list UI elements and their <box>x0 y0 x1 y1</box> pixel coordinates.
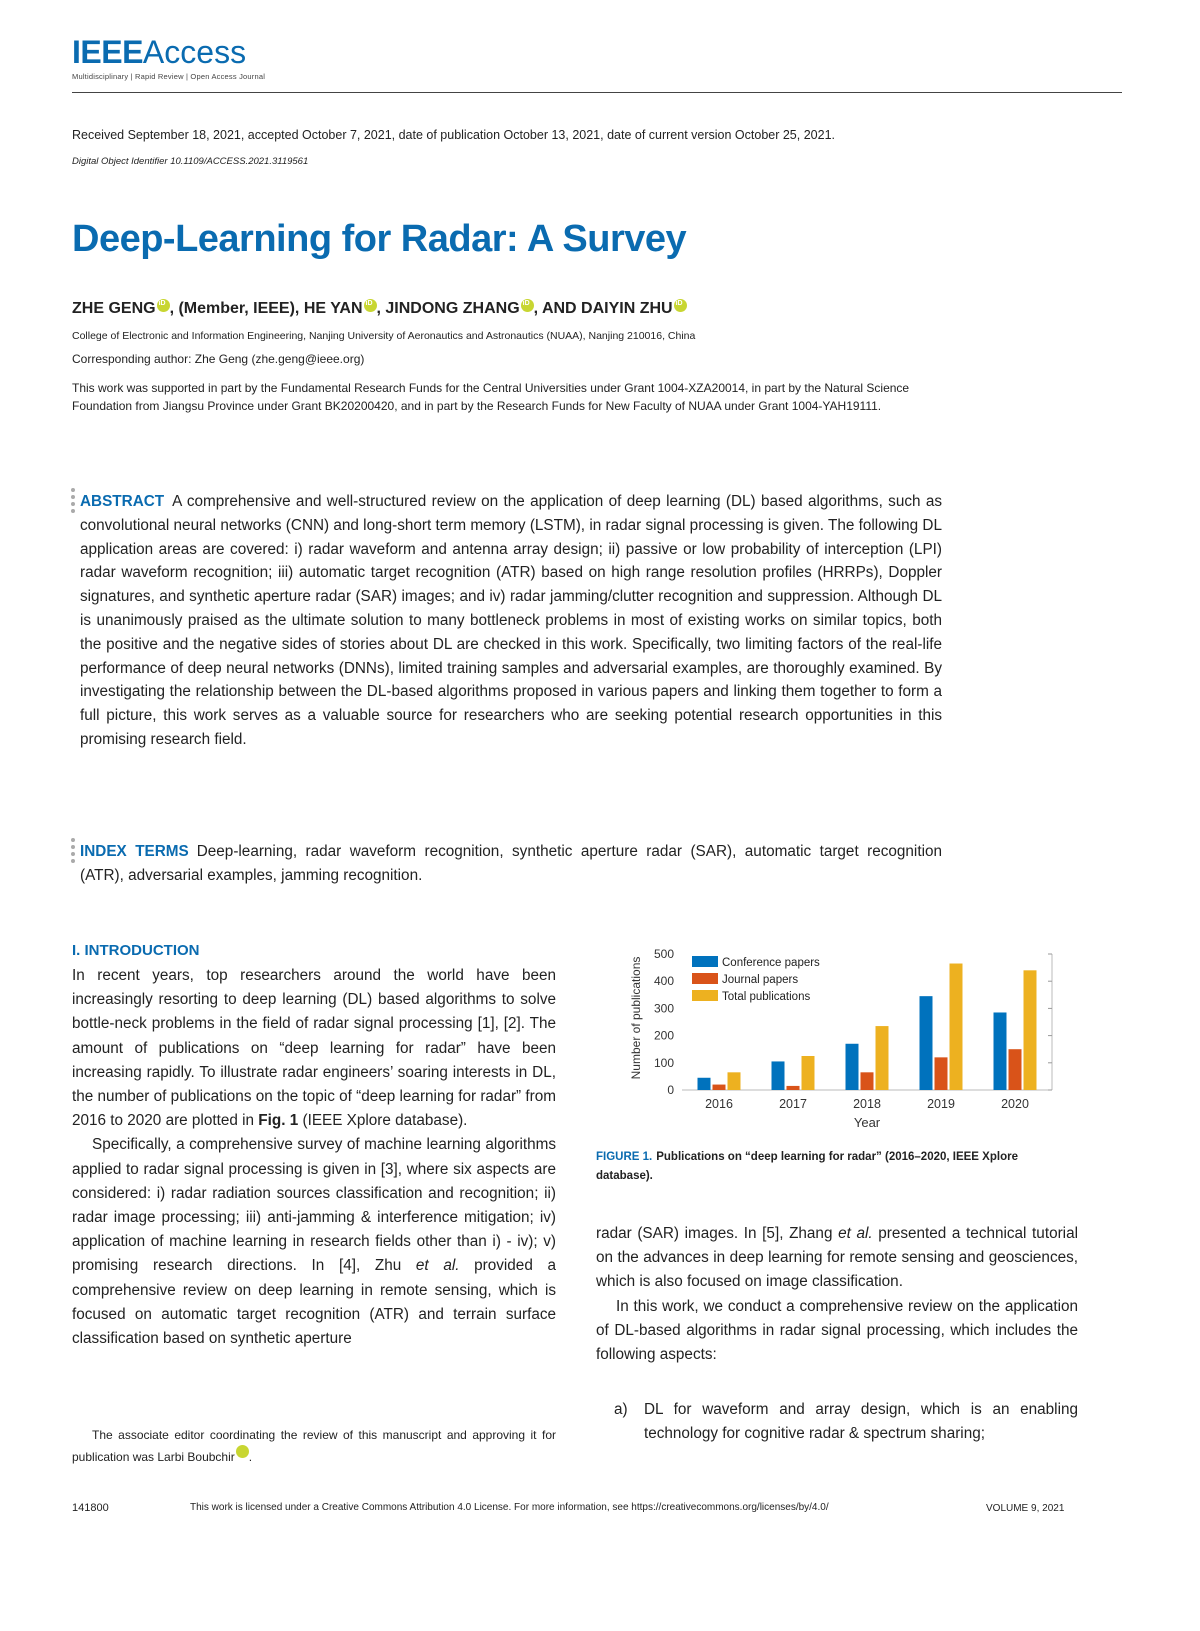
publications-bar-chart <box>620 940 1070 1135</box>
author-name: , AND DAIYIN ZHU <box>533 300 673 317</box>
author-name: ZHE GENG <box>72 300 156 317</box>
paragraph-text: et al. <box>838 1225 873 1242</box>
figure-label: FIGURE 1. <box>596 1151 653 1163</box>
orcid-icon[interactable] <box>521 299 534 312</box>
received-dates: Received September 18, 2021, accepted October 7, 2021, date of publication October 13, 2021, date of current version October 25, 2021. <box>72 128 835 142</box>
bar-journal-papers <box>713 1085 726 1090</box>
journal-logo <box>72 34 246 71</box>
abstract-text: A comprehensive and well-structured review on the application of deep learning (DL) based algorithms, such as convolutional neural networks (CNN) and long-short term memory (LSTM), in radar signal processing is given. The following DL application areas are covered: i) radar waveform and antenna array design; ii) passive or low probability of interception (LPI) radar waveform recognition; iii) automatic target recognition (ATR) based on high range resolution profiles (HRRPs), Doppler signatures, and synthetic aperture radar (SAR) images; and iv) radar jamming/clutter recognition and suppression. Although DL is unanimously praised as the ultimate solution to many bottleneck problems in most of existing works on similar topics, both the positive and the negative sides of stories about DL are checked in this work. Specifically, two limiting factors of the real-life performance of deep neural networks (DNNs), limited training samples and adversarial examples, are thoroughly examined. By investigating the relationship between the DL-based algorithms proposed in various papers and linking them together to form a full picture, this work serves as a valuable source for researchers who are seeking potential research opportunities in this promising research field. <box>80 493 942 748</box>
orcid-icon[interactable] <box>157 299 170 312</box>
x-tick-label: 2018 <box>853 1097 881 1111</box>
bar-conference-papers <box>994 1012 1007 1090</box>
footnote <box>72 1424 556 1468</box>
x-tick-label: 2019 <box>927 1097 955 1111</box>
volume-info: VOLUME 9, 2021 <box>986 1503 1065 1514</box>
bar-total-publications <box>802 1056 815 1090</box>
paper-title: Deep-Learning for Radar: A Survey <box>72 218 687 260</box>
legend-swatch <box>692 973 718 984</box>
orcid-icon[interactable] <box>364 299 377 312</box>
legend-swatch <box>692 956 718 967</box>
abstract-label: ABSTRACT <box>80 493 165 510</box>
logo-access: Access <box>142 34 247 70</box>
section-heading: I. INTRODUCTION <box>72 942 200 959</box>
bar-conference-papers <box>698 1078 711 1090</box>
paragraph-text: provided a comprehensive review on deep learning in remote sensing, which is focused on automatic target recognition (ATR) and terrain surface classification based on synthetic aperture <box>72 1257 556 1348</box>
bar-conference-papers <box>772 1061 785 1090</box>
index-terms-text: Deep-learning, radar waveform recognition, synthetic aperture radar (SAR), automatic target recognition (ATR), adversarial examples, jamming recognition. <box>80 843 942 884</box>
author-name: , JINDONG ZHANG <box>376 300 520 317</box>
paragraph <box>596 1222 1078 1295</box>
author-list <box>72 300 687 318</box>
legend-label: Total publications <box>722 991 811 1003</box>
bar-journal-papers <box>861 1072 874 1090</box>
intro-right-column <box>596 1222 1078 1367</box>
funding-note: This work was supported in part by the Fundamental Research Funds for the Central Universities under Grant 1004-XZA20014, in part by the Natural Science Foundation from Jiangsu Province under Grant BK20200420, and in part by the Research Funds for New Faculty of NUAA under Grant 1004-YAH19111. <box>72 381 910 413</box>
author-name: , (Member, IEEE), HE YAN <box>169 300 363 317</box>
paragraph-text: radar (SAR) images. In [5], Zhang <box>596 1225 839 1242</box>
x-tick-label: 2016 <box>705 1097 733 1111</box>
list-marker: a) <box>614 1401 628 1418</box>
legend-label: Journal papers <box>722 974 799 986</box>
abstract <box>80 490 942 752</box>
y-tick-label: 0 <box>667 1083 674 1097</box>
figure-caption-text: Publications on “deep learning for radar” (2016–2020, IEEE Xplore database). <box>596 1151 1018 1182</box>
index-terms-marker-icon <box>71 838 77 866</box>
y-tick-label: 300 <box>653 1001 674 1016</box>
bar-conference-papers <box>920 996 933 1090</box>
intro-left-column <box>72 964 556 1351</box>
figure-reference-link[interactable]: Fig. 1 <box>258 1112 299 1130</box>
y-tick-label: 100 <box>653 1055 674 1070</box>
paragraph-text: et al. <box>415 1257 460 1275</box>
affiliation: College of Electronic and Information Engineering, Nanjing University of Aeronautics and Astronautics (NUAA), Nanjing 210016, China <box>72 330 696 342</box>
abstract-marker-icon <box>71 488 77 516</box>
bar-total-publications <box>876 1026 889 1090</box>
paragraph-text: (IEEE Xplore database). <box>298 1112 468 1130</box>
orcid-icon[interactable] <box>674 299 687 312</box>
x-tick-label: 2020 <box>1001 1097 1029 1111</box>
bar-journal-papers <box>787 1086 800 1090</box>
orcid-icon[interactable] <box>236 1445 249 1458</box>
y-axis-label: Number of publications <box>629 956 643 1080</box>
paragraph-text: presented a technical tutorial on the advances in deep learning for remote sensing and geosciences, which is also focused on image classification. <box>596 1225 1078 1291</box>
bar-journal-papers <box>935 1057 948 1090</box>
index-terms <box>80 840 942 888</box>
header-divider <box>72 92 1122 93</box>
logo-ieee: IEEE <box>72 34 143 70</box>
bar-total-publications <box>1024 970 1037 1090</box>
footnote-text: The associate editor coordinating the review of this manuscript and approving it for publication was Larbi Boubchir <box>72 1428 556 1464</box>
page-number: 141800 <box>72 1502 109 1514</box>
list-item-text: DL for waveform and array design, which is an enabling technology for cognitive radar & spectrum sharing; <box>644 1401 1078 1443</box>
y-tick-label: 500 <box>653 947 674 961</box>
paragraph-text: Specifically, a comprehensive survey of machine learning algorithms applied to radar signal processing is given in [3], where six aspects are considered: i) radar radiation sources classification and recognition; ii) radar image processing; iii) anti-jamming & interference mitigation; iv) application of machine learning in research fields other than i) - iv); v) promising research directions. In [4], Zhu <box>72 1136 556 1275</box>
paragraph: In this work, we conduct a comprehensive review on the application of DL-based algorithms in radar signal processing, which includes the following aspects: <box>596 1297 1078 1364</box>
bar-conference-papers <box>846 1044 859 1090</box>
x-tick-label: 2017 <box>779 1097 807 1111</box>
license-note: This work is licensed under a Creative Commons Attribution 4.0 License. For more information, see https://creativecommons.org/licenses/by/4.0/ <box>190 1502 829 1513</box>
doi: Digital Object Identifier 10.1109/ACCESS.2021.3119561 <box>72 156 309 167</box>
legend-label: Conference papers <box>722 957 820 969</box>
index-terms-label: INDEX TERMS <box>80 843 189 860</box>
paragraph <box>72 1133 556 1351</box>
bar-journal-papers <box>1009 1049 1022 1090</box>
corresponding-author: Corresponding author: Zhe Geng (zhe.geng@ieee.org) <box>72 352 365 366</box>
logo-tagline: Multidisciplinary | Rapid Review | Open Access Journal <box>72 72 266 81</box>
y-tick-label: 400 <box>653 974 674 989</box>
bar-total-publications <box>950 964 963 1090</box>
bar-total-publications <box>728 1072 741 1090</box>
list-item <box>614 1398 1078 1446</box>
x-axis-label: Year <box>853 1115 881 1130</box>
figure-caption <box>596 1148 1066 1186</box>
y-tick-label: 200 <box>653 1028 674 1043</box>
legend-swatch <box>692 990 718 1001</box>
paragraph-text: In recent years, top researchers around the world have been increasingly resorting to deep learning (DL) based algorithms to solve bottle-neck problems in the field of radar signal processing [1], [2]. The amount of publications on “deep learning for radar” have been increasing rapidly. To illustrate radar engineers’ soaring interests in DL, the number of publications on the topic of “deep learning for radar” from 2016 to 2020 are plotted in <box>72 967 556 1130</box>
paragraph <box>72 964 556 1133</box>
